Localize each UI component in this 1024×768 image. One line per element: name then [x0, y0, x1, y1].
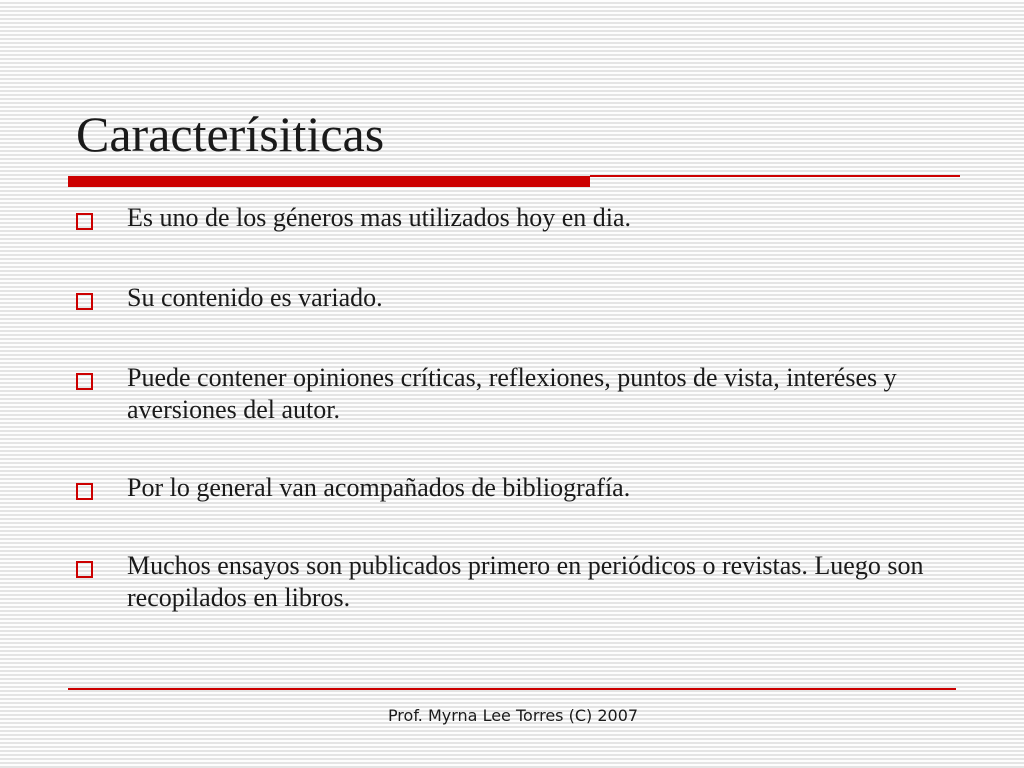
- hollow-square-icon: [76, 213, 93, 230]
- bullet-text: Su contenido es variado.: [127, 283, 383, 312]
- footer: [0, 706, 1024, 726]
- hollow-square-icon: [76, 373, 93, 390]
- footer-credit: Prof. Myrna Lee Torres (C) 2007: [387, 706, 639, 725]
- title-underline-thick: [68, 176, 590, 187]
- footer-divider: [68, 688, 956, 690]
- title-underline: [68, 174, 960, 188]
- bullet-text: Muchos ensayos son publicados primero en periódicos o revistas. Luego son recopilados en libros.: [127, 551, 924, 612]
- hollow-square-icon: [76, 293, 93, 310]
- bullet-text: Por lo general van acompañados de bibliografía.: [127, 473, 631, 502]
- hollow-square-icon: [76, 561, 93, 578]
- title-underline-thin: [590, 175, 960, 177]
- slide-title: Caracterísiticas: [76, 106, 385, 162]
- bullet-text: Puede contener opiniones críticas, reflexiones, puntos de vista, interéses y aversiones del autor.: [127, 363, 897, 424]
- hollow-square-icon: [76, 483, 93, 500]
- bullet-text: Es uno de los géneros mas utilizados hoy en dia.: [127, 203, 632, 232]
